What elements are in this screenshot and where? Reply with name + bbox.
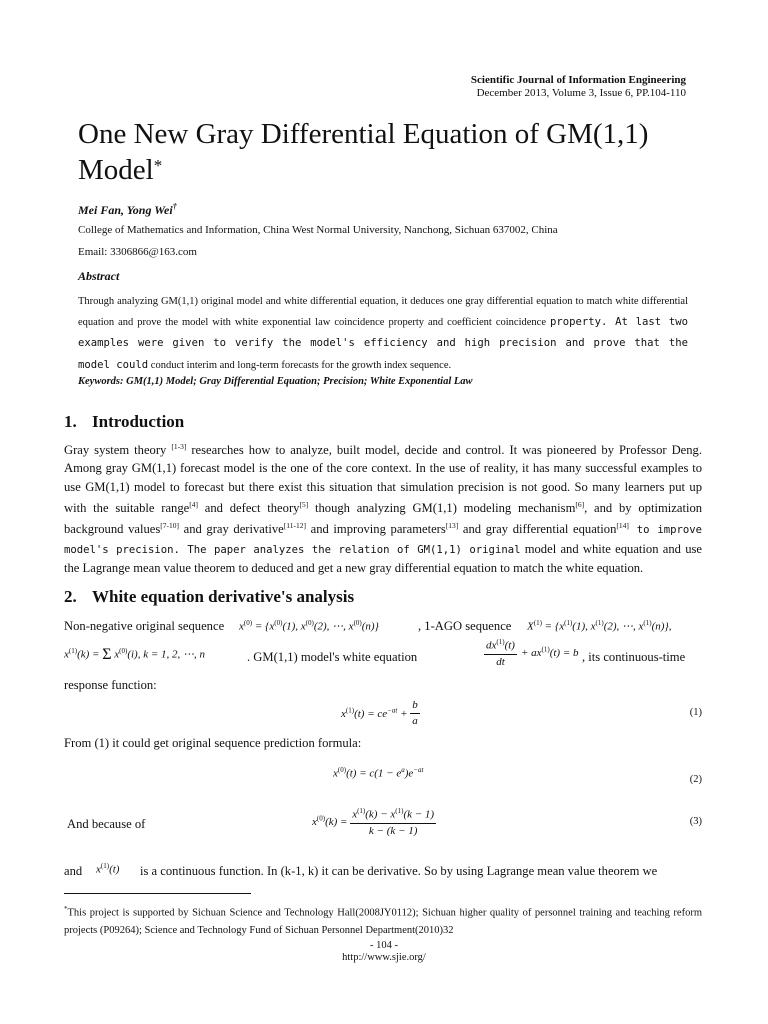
journal-url[interactable]: http://www.sjie.org/ [342,952,426,963]
citation: [11-12] [283,521,306,531]
last-line-text: is a continuous function. In (k-1, k) it can be derivative. So by using Lagrange mean value theorem we [140,864,658,878]
journal-header [471,74,686,100]
abstract-text [78,291,688,376]
keywords: Keywords: GM(1,1) Model; Gray Differential Equation; Precision; White Exponential Law [78,376,473,387]
intro-text: to improve model's precision. The paper analyzes the relation of GM(1,1) original [64,524,702,556]
section-1-title: Introduction [92,412,185,431]
accumulation-formula: $x^{(1)}(k) = \Sigma$ $x^{(0)}(i)$, k = 1, 2, ⋯, n [64,646,206,663]
citation: [1-3] [171,442,187,451]
ago-sequence-text: , 1-AGO sequence [418,619,512,633]
citation: [6] [575,499,585,509]
intro-text: and gray derivative [179,522,284,537]
white-equation-text: . GM(1,1) model's white equation [247,650,418,664]
paper-title-text: One New Gray Differential Equation of GM(1,1) Model [78,118,649,186]
because-text: And because of [67,817,146,831]
intro-text: though analyzing GM(1,1) modeling mechanism [308,500,576,515]
author-mark: † [172,202,177,211]
journal-name: Scientific Journal of Information Engineering [470,74,686,86]
abstract-heading: Abstract [78,269,120,283]
section-1-number: 1. [64,412,77,431]
citation: [5] [299,499,309,509]
abstract-part-1: Through analyzing GM(1,1) original model and white differential equation, it deduces one gray differential equation to match white differential equation and prove the model with white exponential law coincidence property and coefficient coincidence [78,296,688,329]
equation-2-number: (2) [689,774,702,785]
sequence-definition-text: Non-negative original sequence [64,619,225,633]
journal-issue: December 2013, Volume 3, Issue 6, PP.104-110 [476,87,686,99]
section-2-number: 2. [64,587,77,606]
citation: [7-10] [160,521,179,531]
page-number: - 104 - [370,940,398,951]
equation-3: $x^{(0)}(k)$ = $\frac{x^{(1)}(k) - x^{(1)}(k - 1)}{k - (k - 1)}$ [312,807,435,837]
response-function-text: response function: [64,678,157,692]
intro-text: model and white equation and use the Lagrange mean value theorem to deduced and get a new gray differential equation to match the white equation. [64,541,702,575]
footnote [64,901,702,939]
footnote-rule [64,893,251,894]
intro-text: researches how to analyze, built model, decide and control. It was pioneered by Professor Deng. Among gray GM(1,1) forecast model is the one of the core context. In the use of reality, it has many successful examples to use GM(1,1) model to forecast but there exist this situation that simulation precision is not good. So many learners put up with the suitable range [64,443,702,515]
abstract-part-3: conduct interim and long-term forecasts for the growth index sequence. [148,359,452,371]
paper-title [78,116,718,188]
last-line-start: and [64,864,83,878]
intro-text: , and by optimization background values [64,500,703,537]
section-2-heading [64,587,354,607]
authors [78,202,177,218]
original-sequence-formula: $x^{(0)} = \{x^{(0)}(1)$, $x^{(0)}(2)$, ⋯, $x^{(0)}(n)$} [239,619,379,633]
email: Email: 3306866@163.com [78,246,197,258]
equation-2: $x^{(0)}(t) = c(1 - e^a)e^{-at}$ [333,766,424,780]
author-names: Mei Fan, Yong Wei [78,203,173,217]
citation: [14] [616,521,629,531]
citation: [4] [189,499,198,509]
equation-1: $x^{(1)}(t) = ce^{-at}$ + $\frac{b}{a}$ [341,699,418,727]
ago-sequence-formula: $X^{(1)} = \{x^{(1)}(1)$, $x^{(1)}(2)$, ⋯, $x^{(1)}(n)$}, [527,619,672,633]
title-footnote-mark: * [153,156,163,175]
white-equation-formula: $\frac{dx^{(1)}(t)}{dt}$ + $ax^{(1)}(t) = b$ [486,638,579,668]
abstract-part-2: property. At last two examples were given to verify the model's efficiency and high precision and prove that the model could [78,316,688,371]
intro-text: and defect theory [198,500,300,515]
intro-text: and improving parameters [306,522,446,537]
intro-text: Gray system theory [64,443,172,458]
citation: [13] [445,521,459,531]
prediction-formula-text: From (1) it could get original sequence prediction formula: [64,736,362,750]
section-1-heading [64,412,184,432]
section-2-title: White equation derivative's analysis [92,587,355,606]
continuous-function-formula: $x^{(1)}(t)$ [96,862,120,876]
equation-1-number: (1) [689,707,702,718]
footnote-text: This project is supported by Sichuan Science and Technology Hall(2008JY0112); Sichuan higher quality of personnel training and teaching reform projects (P09264); Science and Technology Fund of Sichuan Personnel Department(2010)32 [64,907,702,936]
affiliation: College of Mathematics and Information, China West Normal University, Nanchong, Sichuan 637002, China [78,224,558,236]
footnote-mark: * [64,905,68,913]
introduction-paragraph [64,438,702,577]
intro-text: and gray differential equation [458,522,617,537]
equation-3-number: (3) [689,816,702,827]
continuous-time-text: , its continuous-time [582,650,686,664]
